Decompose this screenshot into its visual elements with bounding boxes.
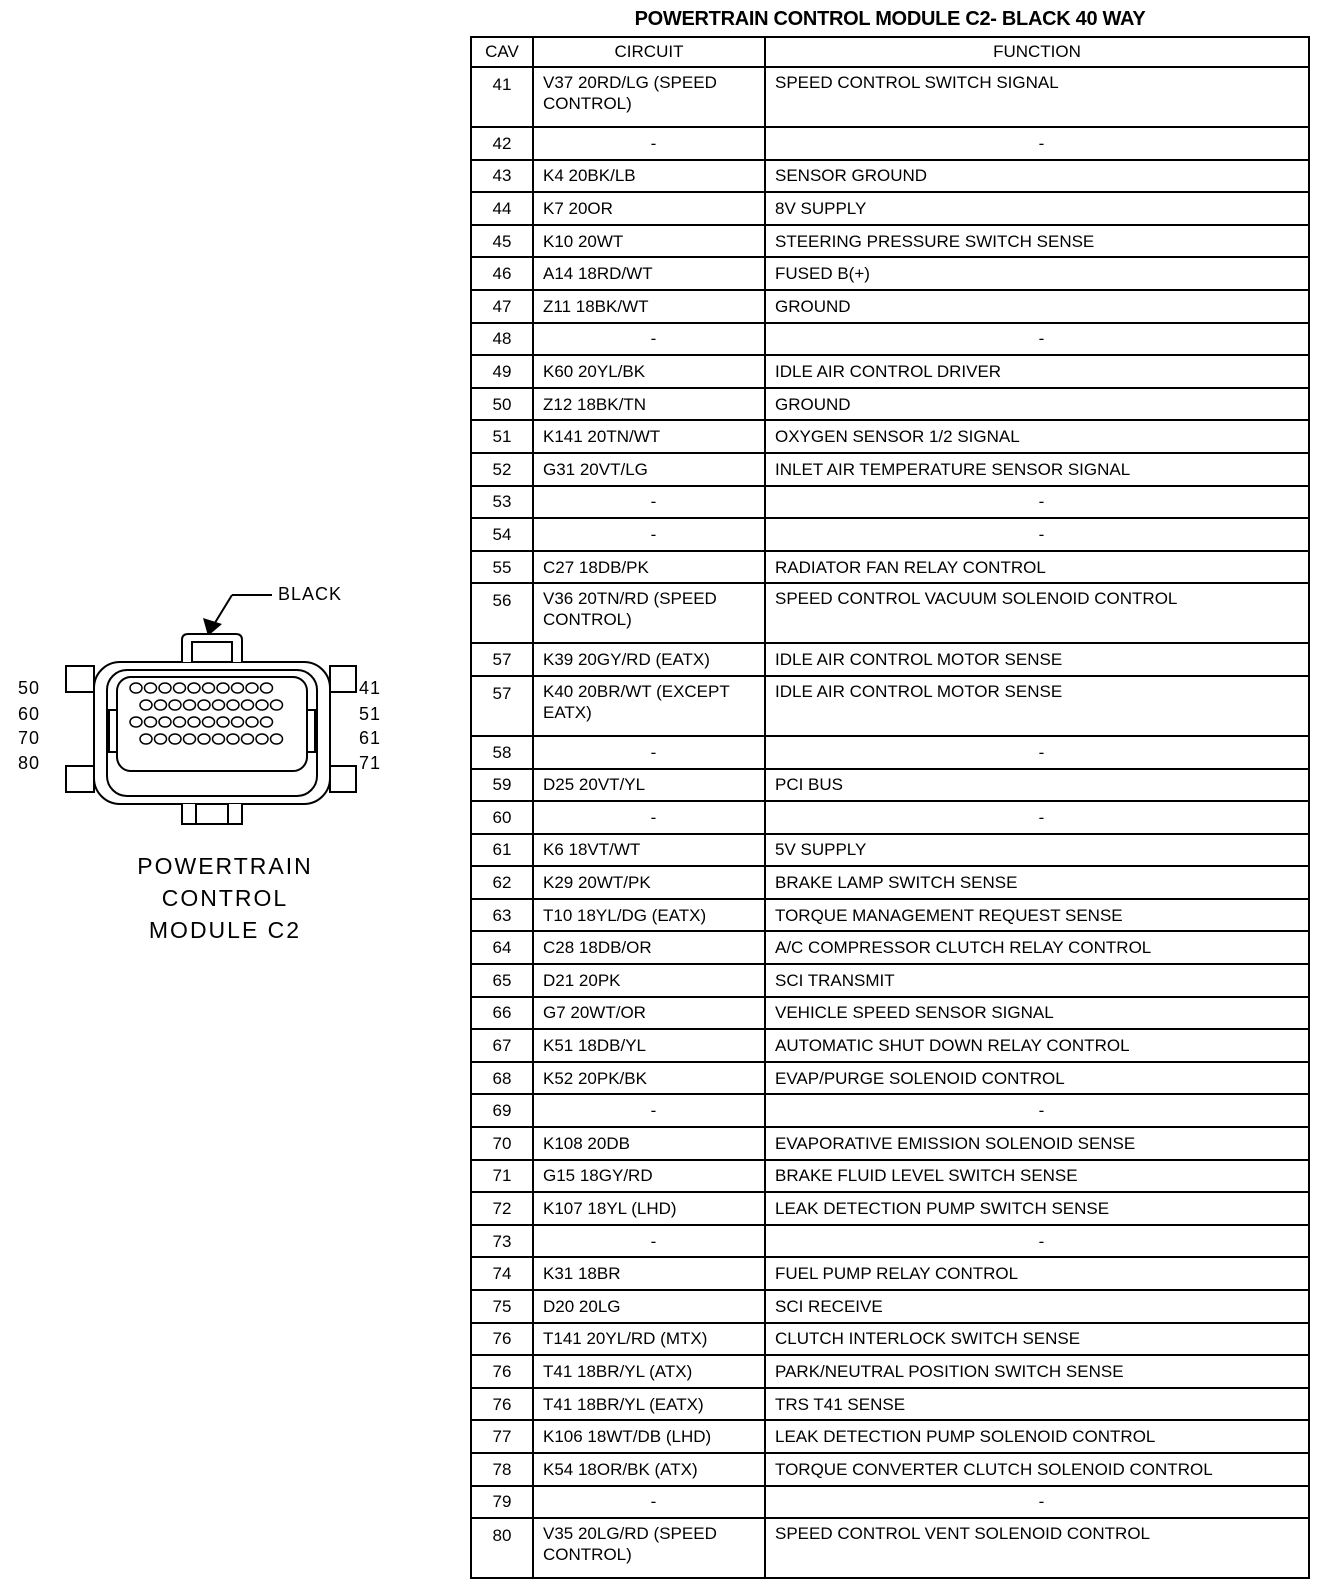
right-number-41: 41	[359, 678, 382, 698]
function-cell: IDLE AIR CONTROL MOTOR SENSE	[765, 676, 1309, 736]
table-row	[471, 1225, 1309, 1258]
cav-cell: 73	[471, 1225, 533, 1258]
circuit-cell: K108 20DB	[533, 1127, 765, 1160]
cav-cell: 69	[471, 1094, 533, 1127]
pin-hole	[169, 700, 181, 710]
cav-cell: 62	[471, 866, 533, 899]
cav-cell: 45	[471, 225, 533, 258]
circuit-cell: -	[533, 127, 765, 160]
function-cell: -	[765, 1094, 1309, 1127]
pin-hole	[140, 700, 152, 710]
function-cell: EVAP/PURGE SOLENOID CONTROL	[765, 1062, 1309, 1095]
table-row	[471, 67, 1309, 127]
right-number-61: 61	[359, 728, 382, 748]
cav-cell: 64	[471, 931, 533, 964]
circuit-cell: K10 20WT	[533, 225, 765, 258]
circuit-cell: -	[533, 486, 765, 519]
table-row	[471, 160, 1309, 193]
left-key	[109, 710, 117, 752]
table-row	[471, 1323, 1309, 1356]
circuit-cell: -	[533, 1094, 765, 1127]
cav-cell: 60	[471, 801, 533, 834]
right-key	[307, 710, 315, 752]
circuit-cell: K141 20TN/WT	[533, 420, 765, 453]
function-cell: SCI RECEIVE	[765, 1290, 1309, 1323]
function-cell: SCI TRANSMIT	[765, 964, 1309, 997]
cav-cell: 55	[471, 551, 533, 584]
circuit-cell: A14 18RD/WT	[533, 257, 765, 290]
pin-hole	[213, 700, 225, 710]
pin-hole	[217, 717, 229, 727]
pin-hole	[246, 717, 258, 727]
function-cell: -	[765, 518, 1309, 551]
cav-cell: 63	[471, 899, 533, 932]
circuit-cell: K107 18YL (LHD)	[533, 1192, 765, 1225]
cav-cell: 76	[471, 1355, 533, 1388]
cav-cell: 66	[471, 997, 533, 1030]
right-number-51: 51	[359, 704, 382, 724]
cav-cell: 46	[471, 257, 533, 290]
cav-cell: 61	[471, 834, 533, 867]
cav-cell: 50	[471, 388, 533, 421]
table-row	[471, 997, 1309, 1030]
function-cell: PARK/NEUTRAL POSITION SWITCH SENSE	[765, 1355, 1309, 1388]
left-number-60: 60	[18, 704, 41, 724]
function-cell: 5V SUPPLY	[765, 834, 1309, 867]
table-row	[471, 1062, 1309, 1095]
table-row	[471, 225, 1309, 258]
pin-hole	[174, 683, 186, 693]
table-row	[471, 801, 1309, 834]
cav-cell: 76	[471, 1388, 533, 1421]
cav-cell: 72	[471, 1192, 533, 1225]
table-row	[471, 643, 1309, 676]
cav-cell: 57	[471, 643, 533, 676]
circuit-cell: K54 18OR/BK (ATX)	[533, 1453, 765, 1486]
table-row	[471, 676, 1309, 736]
pin-holes	[130, 683, 283, 744]
left-number-80: 80	[18, 753, 41, 773]
cav-cell: 53	[471, 486, 533, 519]
function-cell: AUTOMATIC SHUT DOWN RELAY CONTROL	[765, 1029, 1309, 1062]
cav-cell: 74	[471, 1257, 533, 1290]
table-row	[471, 1127, 1309, 1160]
function-cell: -	[765, 486, 1309, 519]
circuit-cell: G31 20VT/LG	[533, 453, 765, 486]
right-top-tab	[330, 666, 356, 692]
circuit-cell: K51 18DB/YL	[533, 1029, 765, 1062]
pin-hole	[213, 734, 225, 744]
pin-hole	[145, 717, 157, 727]
bottom-latch	[182, 804, 242, 824]
circuit-cell: -	[533, 323, 765, 356]
pin-hole	[184, 700, 196, 710]
pin-hole	[256, 734, 268, 744]
circuit-cell: -	[533, 801, 765, 834]
left-number-70: 70	[18, 728, 41, 748]
cav-cell: 75	[471, 1290, 533, 1323]
caption-line-3: MODULE C2	[148, 917, 302, 943]
cav-cell: 42	[471, 127, 533, 160]
cav-cell: 67	[471, 1029, 533, 1062]
function-cell: GROUND	[765, 290, 1309, 323]
cav-cell: 51	[471, 420, 533, 453]
table-row	[471, 1029, 1309, 1062]
header-cav: CAV	[471, 37, 533, 67]
table-row	[471, 486, 1309, 519]
pin-hole	[246, 683, 258, 693]
cav-cell: 79	[471, 1486, 533, 1519]
circuit-cell: V37 20RD/LG (SPEED CONTROL)	[533, 67, 765, 127]
cav-cell: 54	[471, 518, 533, 551]
circuit-cell: K39 20GY/RD (EATX)	[533, 643, 765, 676]
circuit-cell: D25 20VT/YL	[533, 769, 765, 802]
circuit-cell: K60 20YL/BK	[533, 355, 765, 388]
page-title: POWERTRAIN CONTROL MODULE C2- BLACK 40 WAY	[634, 8, 1146, 30]
pin-hole	[188, 683, 200, 693]
cav-cell: 78	[471, 1453, 533, 1486]
circuit-cell: G7 20WT/OR	[533, 997, 765, 1030]
right-number-71: 71	[359, 753, 382, 773]
table-row	[471, 1518, 1309, 1578]
pin-hole	[232, 683, 244, 693]
cav-cell: 68	[471, 1062, 533, 1095]
cav-cell: 70	[471, 1127, 533, 1160]
table-row	[471, 1257, 1309, 1290]
function-cell: SPEED CONTROL VACUUM SOLENOID CONTROL	[765, 583, 1309, 643]
table-row	[471, 323, 1309, 356]
function-cell: STEERING PRESSURE SWITCH SENSE	[765, 225, 1309, 258]
table-row	[471, 1355, 1309, 1388]
circuit-cell: T41 18BR/YL (EATX)	[533, 1388, 765, 1421]
circuit-cell: T141 20YL/RD (MTX)	[533, 1323, 765, 1356]
function-cell: -	[765, 1225, 1309, 1258]
table-row	[471, 583, 1309, 643]
pin-hole	[198, 734, 210, 744]
function-cell: RADIATOR FAN RELAY CONTROL	[765, 551, 1309, 584]
circuit-cell: G15 18GY/RD	[533, 1160, 765, 1193]
pin-hole	[227, 700, 239, 710]
pin-hole	[203, 717, 215, 727]
connector-caption	[110, 850, 340, 946]
circuit-cell: C28 18DB/OR	[533, 931, 765, 964]
table-row	[471, 388, 1309, 421]
pinout-table	[470, 36, 1310, 1579]
circuit-cell: K52 20PK/BK	[533, 1062, 765, 1095]
circuit-cell: V35 20LG/RD (SPEED CONTROL)	[533, 1518, 765, 1578]
table-row	[471, 420, 1309, 453]
table-row	[471, 355, 1309, 388]
circuit-cell: K7 20OR	[533, 192, 765, 225]
pin-hole	[155, 734, 167, 744]
function-cell: SENSOR GROUND	[765, 160, 1309, 193]
circuit-cell: -	[533, 1486, 765, 1519]
cav-cell: 59	[471, 769, 533, 802]
function-cell: LEAK DETECTION PUMP SOLENOID CONTROL	[765, 1420, 1309, 1453]
pin-hole	[261, 717, 273, 727]
function-cell: -	[765, 801, 1309, 834]
cav-cell: 52	[471, 453, 533, 486]
circuit-cell: -	[533, 736, 765, 769]
cav-cell: 48	[471, 323, 533, 356]
cav-cell: 65	[471, 964, 533, 997]
caption-line-1: POWERTRAIN	[137, 853, 313, 879]
circuit-cell: C27 18DB/PK	[533, 551, 765, 584]
pin-hole	[261, 683, 273, 693]
pin-hole	[188, 717, 200, 727]
table-row	[471, 290, 1309, 323]
circuit-cell: K31 18BR	[533, 1257, 765, 1290]
table-body	[471, 67, 1309, 1578]
pin-hole	[174, 717, 186, 727]
cav-cell: 41	[471, 67, 533, 127]
function-cell: PCI BUS	[765, 769, 1309, 802]
cav-cell: 77	[471, 1420, 533, 1453]
table-row	[471, 1192, 1309, 1225]
circuit-cell: K40 20BR/WT (EXCEPT EATX)	[533, 676, 765, 736]
function-cell: VEHICLE SPEED SENSOR SIGNAL	[765, 997, 1309, 1030]
table-row	[471, 1453, 1309, 1486]
pin-hole	[159, 683, 171, 693]
table-row	[471, 834, 1309, 867]
circuit-cell: K106 18WT/DB (LHD)	[533, 1420, 765, 1453]
left-number-50: 50	[18, 678, 41, 698]
circuit-cell: -	[533, 1225, 765, 1258]
pin-hole	[140, 734, 152, 744]
pin-hole	[227, 734, 239, 744]
function-cell: TRS T41 SENSE	[765, 1388, 1309, 1421]
table-row	[471, 1420, 1309, 1453]
function-cell: -	[765, 323, 1309, 356]
function-cell: EVAPORATIVE EMISSION SOLENOID SENSE	[765, 1127, 1309, 1160]
function-cell: CLUTCH INTERLOCK SWITCH SENSE	[765, 1323, 1309, 1356]
cav-cell: 58	[471, 736, 533, 769]
pin-hole	[203, 683, 215, 693]
pin-hole	[145, 683, 157, 693]
function-cell: FUEL PUMP RELAY CONTROL	[765, 1257, 1309, 1290]
table-row	[471, 257, 1309, 290]
circuit-cell: D20 20LG	[533, 1290, 765, 1323]
pin-hole	[256, 700, 268, 710]
function-cell: -	[765, 1486, 1309, 1519]
table-row	[471, 127, 1309, 160]
pin-hole	[130, 683, 142, 693]
table-row	[471, 866, 1309, 899]
function-cell: INLET AIR TEMPERATURE SENSOR SIGNAL	[765, 453, 1309, 486]
function-cell: LEAK DETECTION PUMP SWITCH SENSE	[765, 1192, 1309, 1225]
function-cell: TORQUE MANAGEMENT REQUEST SENSE	[765, 899, 1309, 932]
cav-cell: 71	[471, 1160, 533, 1193]
pin-hole	[184, 734, 196, 744]
function-cell: BRAKE FLUID LEVEL SWITCH SENSE	[765, 1160, 1309, 1193]
function-cell: -	[765, 127, 1309, 160]
pin-hole	[271, 734, 283, 744]
function-cell: GROUND	[765, 388, 1309, 421]
pin-hole	[155, 700, 167, 710]
circuit-cell: T41 18BR/YL (ATX)	[533, 1355, 765, 1388]
left-top-tab	[66, 666, 94, 692]
function-cell: FUSED B(+)	[765, 257, 1309, 290]
circuit-cell: Z11 18BK/WT	[533, 290, 765, 323]
table-row	[471, 931, 1309, 964]
circuit-cell: -	[533, 518, 765, 551]
circuit-cell: V36 20TN/RD (SPEED CONTROL)	[533, 583, 765, 643]
table-row	[471, 518, 1309, 551]
circuit-cell: K29 20WT/PK	[533, 866, 765, 899]
function-cell: -	[765, 736, 1309, 769]
table-row	[471, 453, 1309, 486]
function-cell: SPEED CONTROL VENT SOLENOID CONTROL	[765, 1518, 1309, 1578]
table-row	[471, 1160, 1309, 1193]
function-cell: OXYGEN SENSOR 1/2 SIGNAL	[765, 420, 1309, 453]
table-row	[471, 1388, 1309, 1421]
table-row	[471, 1486, 1309, 1519]
table-row	[471, 1094, 1309, 1127]
function-cell: IDLE AIR CONTROL MOTOR SENSE	[765, 643, 1309, 676]
circuit-cell: D21 20PK	[533, 964, 765, 997]
black-arrow-shaft	[213, 595, 232, 626]
cav-cell: 49	[471, 355, 533, 388]
right-bottom-tab	[330, 766, 356, 792]
cav-cell: 44	[471, 192, 533, 225]
circuit-cell: Z12 18BK/TN	[533, 388, 765, 421]
cav-cell: 43	[471, 160, 533, 193]
table-row	[471, 899, 1309, 932]
cav-cell: 76	[471, 1323, 533, 1356]
cav-cell: 80	[471, 1518, 533, 1578]
connector-color-label: BLACK	[278, 584, 343, 604]
header-function: FUNCTION	[765, 37, 1309, 67]
circuit-cell: K6 18VT/WT	[533, 834, 765, 867]
table-row	[471, 551, 1309, 584]
function-cell: 8V SUPPLY	[765, 192, 1309, 225]
table-row	[471, 964, 1309, 997]
pin-hole	[217, 683, 229, 693]
circuit-cell: T10 18YL/DG (EATX)	[533, 899, 765, 932]
table-row	[471, 192, 1309, 225]
pin-hole	[130, 717, 142, 727]
housing-inner	[107, 670, 317, 796]
table-row	[471, 769, 1309, 802]
pin-hole	[169, 734, 181, 744]
table-row	[471, 736, 1309, 769]
table-row	[471, 1290, 1309, 1323]
left-bottom-tab	[66, 766, 94, 792]
cav-cell: 47	[471, 290, 533, 323]
function-cell: A/C COMPRESSOR CLUTCH RELAY CONTROL	[765, 931, 1309, 964]
table-header-row	[471, 37, 1309, 67]
caption-line-2: CONTROL	[161, 885, 289, 911]
function-cell: IDLE AIR CONTROL DRIVER	[765, 355, 1309, 388]
pin-hole	[271, 700, 283, 710]
pin-hole	[198, 700, 210, 710]
pin-hole	[232, 717, 244, 727]
header-circuit: CIRCUIT	[533, 37, 765, 67]
cav-cell: 56	[471, 583, 533, 643]
cav-cell: 57	[471, 676, 533, 736]
function-cell: SPEED CONTROL SWITCH SIGNAL	[765, 67, 1309, 127]
function-cell: TORQUE CONVERTER CLUTCH SOLENOID CONTROL	[765, 1453, 1309, 1486]
pin-hole	[242, 700, 254, 710]
function-cell: BRAKE LAMP SWITCH SENSE	[765, 866, 1309, 899]
circuit-cell: K4 20BK/LB	[533, 160, 765, 193]
pin-hole	[159, 717, 171, 727]
pin-hole	[242, 734, 254, 744]
